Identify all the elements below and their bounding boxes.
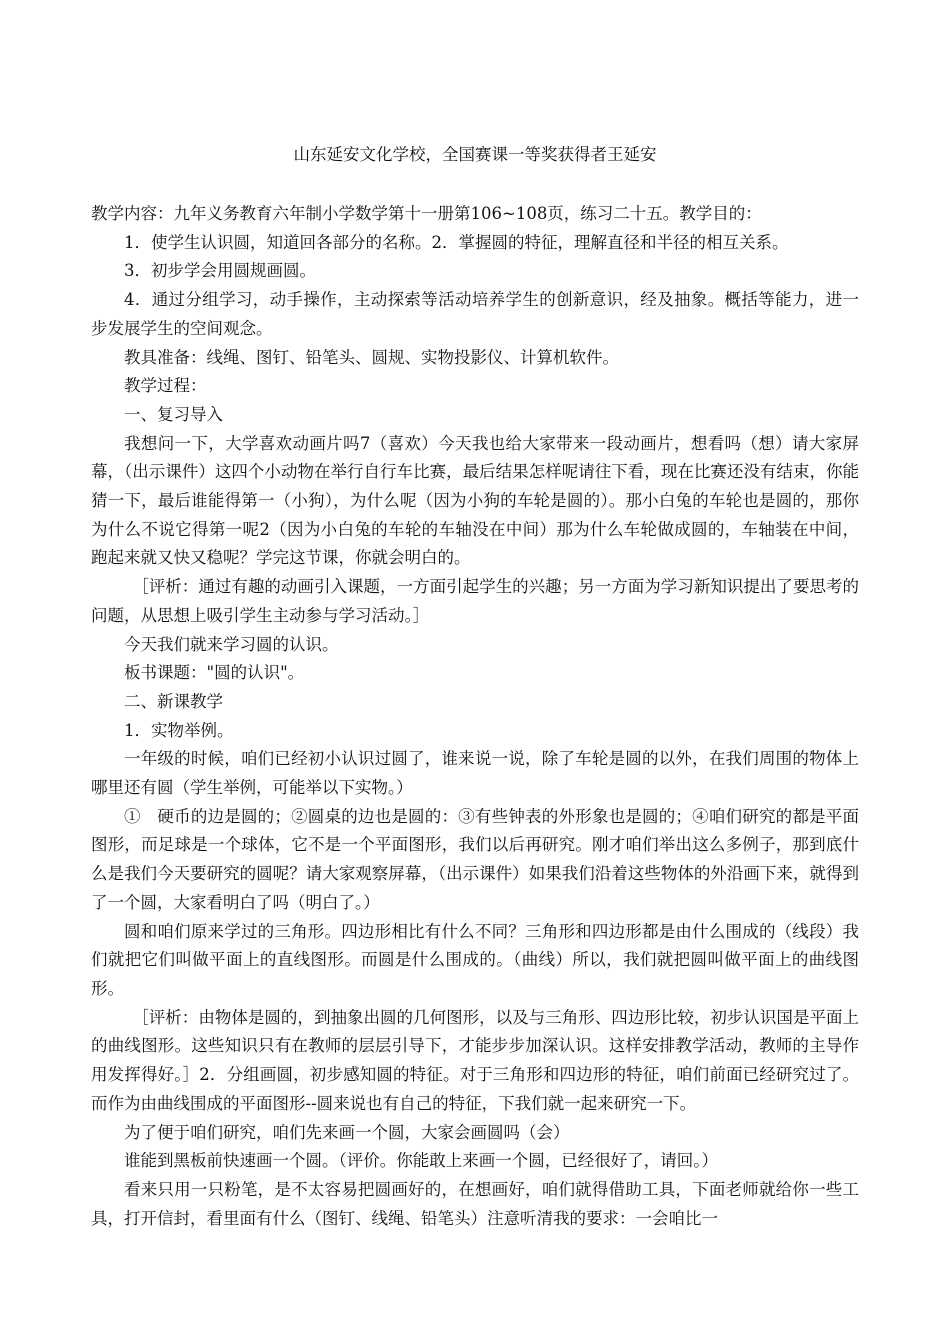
paragraph-goal-1-2: 1．使学生认识圆，知道回各部分的名称。2．掌握圆的特征，理解直径和半径的相互关系。 (124, 232, 789, 252)
paragraph-blackboard: 谁能到黑板前快速画一个圆。（评价。你能敢上来画一个圆，已经很好了，请回。） (124, 1151, 718, 1171)
paragraph-shape-compare: 圆和咱们原来学过的三角形。四边形相比有什么不同？三角形和四边形都是由什么围成的（线段）我们就把它们叫做平面上的直线图形。而圆是什么围成的。（曲线）所以，我们就把圆叫做平面上的曲线图形。 (91, 921, 859, 998)
paragraph-goal-3: 3．初步学会用圆规画圆。 (124, 261, 316, 281)
heading-review-intro: 一、复习导入 (124, 404, 223, 424)
paragraph-today-topic: 今天我们就来学习圆的认识。 (124, 634, 339, 654)
paragraph-board-title: 板书课题："圆的认识"。 (124, 663, 305, 683)
document-title: 山东延安文化学校，全国赛课一等奖获得者王延安 (293, 145, 657, 164)
document-body (91, 200, 859, 1233)
heading-new-lesson: 二、新课教学 (124, 691, 223, 711)
paragraph-comment-1: ［评析：通过有趣的动画引入课题，一方面引起学生的兴趣；另一方面为学习新知识提出了要思考的问题，从思想上吸引学生主动参与学习活动。］ (91, 577, 859, 625)
paragraph-tools: 看来只用一只粉笔，是不太容易把圆画好的，在想画好，咱们就得借助工具，下面老师就给你一些工具，打开信封，看里面有什么（图钉、线绳、铅笔头）注意听清我的要求：一会咱比一 (91, 1179, 859, 1228)
paragraph-teaching-tools: 教具准备：线绳、图钉、铅笔头、圆规、实物投影仪、计算机软件。 (124, 347, 619, 367)
paragraph-comment-2: ［评析：由物体是圆的，到抽象出圆的几何图形，以及与三角形、四边形比较，初步认识国是平面上的曲线图形。这些知识只有在教师的层层引导下，才能步步加深认识。这样安排教学活动，教师的主导作用发挥得好。］2．分组画圆，初步感知圆的特征。对于三角形和四边形的特征，咱们前面已经研究过了。而作为由曲线围成的平面图形--圆来说也有自己的特征，下我们就一起来研究一下。 (91, 1007, 859, 1113)
paragraph-goal-4: 4．通过分组学习，动手操作，主动探索等活动培养学生的创新意识，经及抽象。概括等能力，进一步发展学生的空间观念。 (91, 290, 859, 338)
paragraph-teaching-process: 教学过程： (124, 376, 207, 396)
paragraph-animation-intro: 我想问一下，大学喜欢动画片吗7（喜欢）今天我也给大家带来一段动画片，想看吗（想）请大家屏幕，（出示课件）这四个小动物在举行自行车比赛，最后结果怎样呢请往下看，现在比赛还没有结束，你能猜一下，最后谁能得第一（小狗），为什么呢（因为小狗的车轮是圆的）。那小白兔的车轮也是圆的，那你为什么不说它得第一呢2（因为小白兔的车轮的车轴没在中间）那为什么车轮做成圆的，车轴装在中间，跑起来就又快又稳呢？学完这节课，你就会明白的。 (91, 433, 859, 568)
paragraph-examples-list: ① 硬币的边是圆的；②圆桌的边也是圆的：③有些钟表的外形象也是圆的；④咱们研究的都是平面图形，而足球是一个球体，它不是一个平面图形，我们以后再研究。刚才咱们举出这么多例子，那到底什么是我们今天要研究的圆呢？请大家观察屏幕，（出示课件）如果我们沿着这些物体的外沿画下来，就得到了一个圆，大家看明白了吗（明白了。） (91, 806, 859, 912)
paragraph-draw-circle: 为了便于咱们研究，咱们先来画一个圆，大家会画圆吗（会） (124, 1122, 570, 1142)
heading-real-examples: 1．实物举例。 (124, 720, 234, 740)
paragraph-teaching-content: 教学内容：九年义务教育六年制小学数学第十一册第106~108页，练习二十五。教学目的： (91, 204, 762, 223)
paragraph-first-grade: 一年级的时候，咱们已经初小认识过圆了，谁来说一说，除了车轮是圆的以外，在我们周围的物体上哪里还有圆（学生举例，可能举以下实物。） (91, 749, 859, 798)
